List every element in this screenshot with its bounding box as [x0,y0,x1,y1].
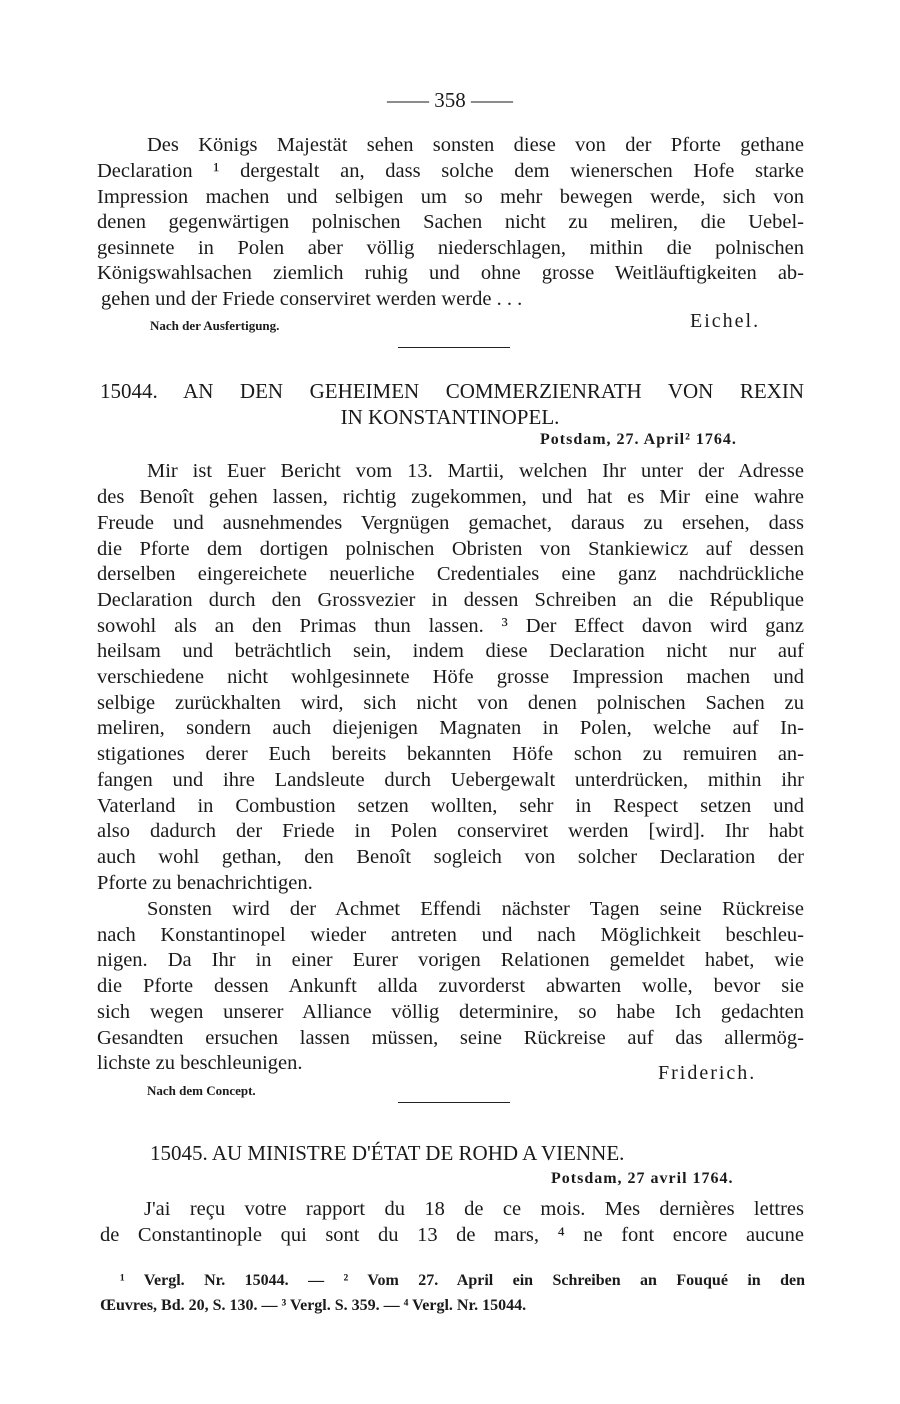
paragraph-line: heilsam und beträchtlich sein, indem diese Declaration nicht nur auf [97,640,804,662]
source-note: Nach der Ausfertigung. [150,318,280,333]
paragraph-line: J'ai reçu votre rapport du 18 de ce mois. Mes dernières lettres [144,1198,804,1220]
section-divider [398,1102,510,1103]
letter-heading-line2: IN KONSTANTINOPEL. [340,405,560,429]
paragraph-line: Declaration ¹ dergestalt an, dass solche dem wienerschen Hofe starke [97,160,804,182]
paragraph-line: Sonsten wird der Achmet Effendi nächster Tagen seine Rückreise [147,898,804,920]
paragraph-line: sich wegen unserer Alliance völlig determinire, so habe Ich gedachten [97,1001,804,1023]
paragraph-line: derselben eingereichete neuerliche Credentiales eine ganz nachdrückliche [97,563,804,585]
signature: Eichel. [690,310,761,332]
paragraph-line: de Constantinople qui sont du 13 de mars, ⁴ ne font encore aucune [100,1224,804,1246]
paragraph-line: sowohl als an den Primas thun lassen. ³ Der Effect davon wird ganz [97,615,804,637]
paragraph-line: Vaterland in Combustion setzen wollten, sehr in Respect setzen und [97,795,804,817]
paragraph-line: also dadurch der Friede in Polen conserviret werden [wird]. Ihr habt [97,820,804,842]
paragraph-line: gesinnete in Polen aber völlig niederschlagen, mithin die polnischen [97,237,804,259]
paragraph-line: nigen. Da Ihr in einer Eurer vorigen Relationen gemeldet habet, wie [97,949,804,971]
dateline: Potsdam, 27 avril 1764. [551,1170,734,1187]
paragraph-line: Pforte zu benachrichtigen. [97,872,313,894]
paragraph-line: die Pforte dessen Ankunft allda zuvorderst abwarten wolle, bevor sie [97,975,804,997]
paragraph-line: verschiedene nicht wohlgesinnete Höfe grosse Impression machen und [97,666,804,688]
letter-heading: 15045. AU MINISTRE D'ÉTAT DE ROHD A VIENNE. [150,1141,625,1165]
paragraph-line: stigationes derer Euch bereits bekannten Höfe schon zu remuiren an- [97,743,804,765]
paragraph-line: nach Konstantinopel wieder antreten und nach Möglichkeit beschleu- [97,924,804,946]
paragraph-line: selbige zurückhalten wird, sich nicht von denen polnischen Sachen zu [97,692,804,714]
source-note: Nach dem Concept. [147,1083,256,1098]
paragraph-line: meliren, sondern auch diejenigen Magnaten in Polen, welche auf In- [97,717,804,739]
dateline: Potsdam, 27. April² 1764. [540,431,737,448]
letter-heading: 15044. AN DEN GEHEIMEN COMMERZIENRATH VON REXIN [100,379,804,403]
paragraph-line: Mir ist Euer Bericht vom 13. Martii, welchen Ihr unter der Adresse [147,460,804,482]
paragraph-line: Declaration durch den Grossvezier in dessen Schreiben an die République [97,589,804,611]
paragraph-line: lichste zu beschleunigen. [97,1052,303,1074]
paragraph-line: Des Königs Majestät sehen sonsten diese von der Pforte gethane [147,134,804,156]
footnote-line: ¹ Vergl. Nr. 15044. — ² Vom 27. April ein Schreiben an Fouqué in den [120,1272,805,1289]
paragraph-line: Impression machen und selbigen um so mehr bewegen werde, sich von [97,186,804,208]
paragraph-line: Freude und ausnehmendes Vergnügen gemachet, daraus zu ersehen, dass [97,512,804,534]
footnote-line: Œuvres, Bd. 20, S. 130. — ³ Vergl. S. 359. — ⁴ Vergl. Nr. 15044. [100,1297,527,1314]
page-number: —— 358 —— [387,88,513,112]
section-divider [398,347,510,348]
paragraph-line: des Benoît gehen lassen, richtig zugekommen, und hat es Mir eine wahre [97,486,804,508]
paragraph-line: Gesandten ersuchen lassen müssen, seine Rückreise auf das allermög- [97,1027,804,1049]
paragraph-line: die Pforte dem dortigen polnischen Obristen von Stankiewicz auf dessen [97,538,804,560]
paragraph-line: fangen und ihre Landsleute durch Uebergewalt unterdrücken, mithin ihr [97,769,804,791]
paragraph-line: auch wohl gethan, den Benoît sogleich von solcher Declaration der [97,846,804,868]
paragraph-line: Königswahlsachen ziemlich ruhig und ohne grosse Weitläuftigkeiten ab- [97,262,804,284]
paragraph-line: gehen und der Friede conserviret werden werde . . . [101,288,523,310]
paragraph-line: denen gegenwärtigen polnischen Sachen nicht zu meliren, die Uebel- [97,211,804,233]
signature: Friderich. [658,1062,757,1084]
